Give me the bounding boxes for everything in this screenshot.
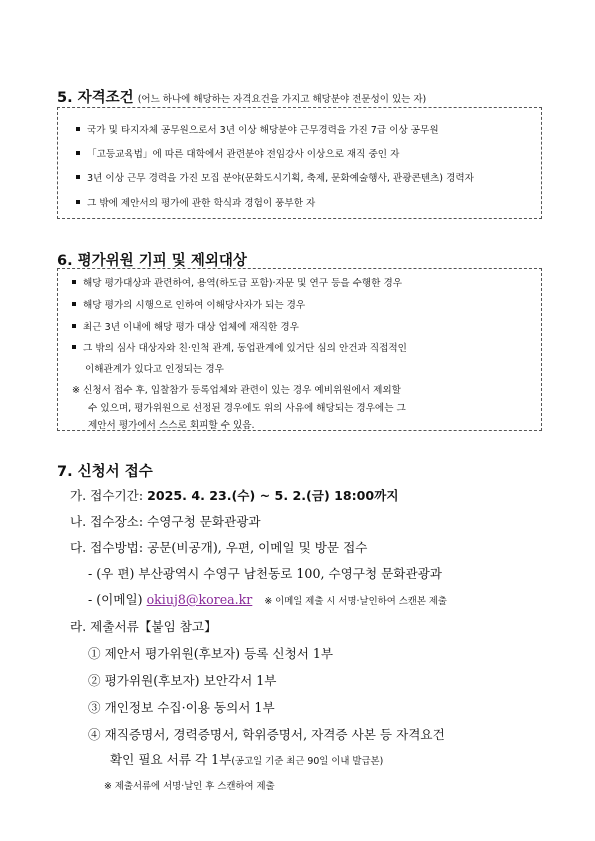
section-5-title: 5. 자격조건 (어느 하나에 해당하는 자격요건을 가지고 해당분야 전문성이 있는 자)	[57, 90, 427, 106]
docs-title: 라. 제출서류【붙임 참고】	[70, 619, 217, 634]
list-item: 그 밖의 심사 대상자와 친·인척 관계, 동업관계에 있거단 심의 안건과 직접적인	[72, 340, 407, 354]
bullet-icon	[72, 324, 76, 328]
doc-item-note: (공고일 기준 최근 90일 이내 발급본)	[231, 756, 384, 767]
email-link[interactable]: okiuj8@korea.kr	[146, 592, 253, 607]
method-line: 다. 접수방법: 공문(비공개), 우편, 이메일 및 방문 접수	[70, 540, 368, 555]
list-item: 최근 3년 이내에 해당 평가 대상 업체에 재직한 경우	[72, 319, 299, 333]
email-line: - (이메일) okiuj8@korea.kr ※ 이메일 제출 시 서명·날인하여 스캔본 제출	[88, 592, 447, 607]
section-7-title: 7. 신청서 접수	[57, 464, 153, 480]
exclusion-box	[57, 268, 542, 431]
section-6-title: 6. 평가위원 기피 및 제외대상	[57, 253, 247, 269]
bullet-icon	[72, 345, 76, 349]
bullet-icon	[76, 175, 80, 179]
period-value: 2025. 4. 23.(수) ~ 5. 2.(금) 18:00까지	[147, 488, 399, 503]
email-note: ※ 이메일 제출 시 서명·날인하여 스캔본 제출	[264, 596, 447, 607]
doc-item: ② 평가위원(후보자) 보안각서 1부	[88, 673, 277, 688]
bullet-icon	[76, 127, 80, 131]
bullet-icon	[76, 200, 80, 204]
doc-item-continuation: 확인 필요 서류 각 1부(공고일 기준 최근 90일 이내 발급본)	[110, 752, 384, 767]
list-item: 국가 및 타지자체 공무원으로서 3년 이상 해당분야 근무경력을 가진 7급 이상 공무원	[76, 122, 439, 136]
qualification-box	[57, 107, 542, 219]
note-line: 수 있으며, 평가위원으로 선정된 경우에도 위의 사유에 해당되는 경우에는 그	[88, 403, 406, 414]
list-item: 3년 이상 근무 경력을 가진 모집 분야(문화도시기획, 축제, 문화예술행사, 관광콘텐츠) 경력자	[76, 170, 474, 184]
period-line: 가. 접수기간: 2025. 4. 23.(수) ~ 5. 2.(금) 18:00까지	[70, 488, 399, 503]
final-note: ※ 제출서류에 서명·날인 후 스캔하여 제출	[104, 781, 275, 792]
doc-item: ④ 재직증명서, 경력증명서, 학위증명서, 자격증 사본 등 자격요건	[88, 727, 445, 742]
doc-item: ③ 개인정보 수집·이용 동의서 1부	[88, 700, 275, 715]
note-line: 제안서 평가에서 스스로 회피할 수 있음.	[88, 420, 255, 431]
bullet-icon	[72, 280, 76, 284]
list-item-continuation: 이해관계가 있다고 인정되는 경우	[85, 364, 224, 375]
bullet-icon	[76, 151, 80, 155]
bullet-icon	[72, 302, 76, 306]
list-item: 해당 평가의 시행으로 인하여 이해당사자가 되는 경우	[72, 297, 305, 311]
list-item: 그 밖에 제안서의 평가에 관한 학식과 경험이 풍부한 자	[76, 195, 315, 209]
note-line: ※ 신청서 접수 후, 입찰참가 등록업체와 관련이 있는 경우 예비위원에서 제외할	[72, 385, 401, 396]
mail-address-line: - (우 편) 부산광역시 수영구 남천동로 100, 수영구청 문화관광과	[88, 566, 442, 581]
list-item: 「고등교육법」에 따른 대학에서 관련분야 전임강사 이상으로 재직 중인 자	[76, 146, 399, 160]
list-item: 해당 평가대상과 관련하여, 용역(하도급 포함)·자문 및 연구 등을 수행한 경우	[72, 275, 402, 289]
doc-item: ① 제안서 평가위원(후보자) 등록 신청서 1부	[88, 646, 334, 661]
place-line: 나. 접수장소: 수영구청 문화관광과	[70, 514, 261, 529]
section-5-subtitle: (어느 하나에 해당하는 자격요건을 가지고 해당분야 전문성이 있는 자)	[137, 94, 427, 105]
